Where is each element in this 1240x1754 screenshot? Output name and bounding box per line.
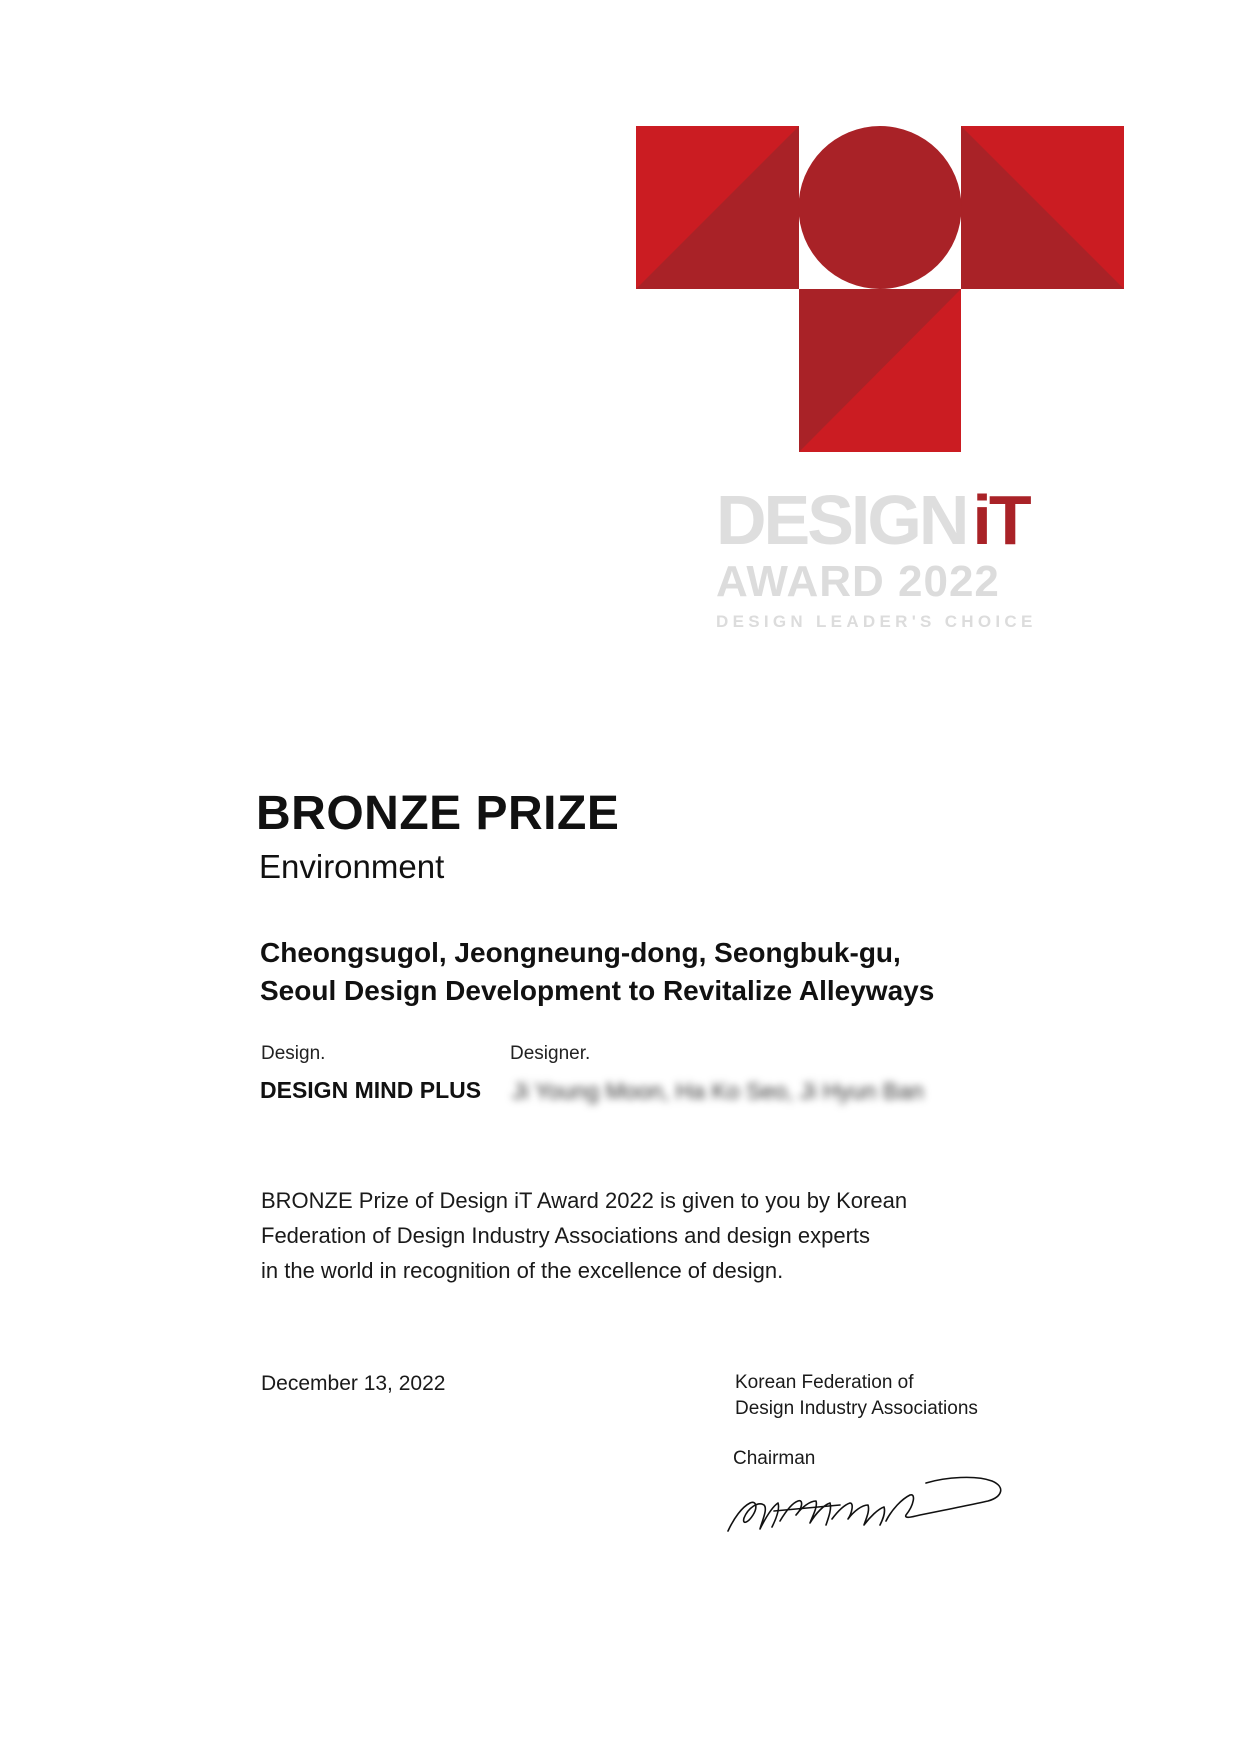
award-date: December 13, 2022: [261, 1372, 446, 1395]
signature-icon: [720, 1463, 1010, 1538]
organization-line: Design Industry Associations: [735, 1398, 978, 1419]
project-title-line: Seoul Design Development to Revitalize Alleyways: [260, 975, 935, 1006]
wordmark-design: DESIGN: [716, 481, 967, 559]
award-statement: [261, 1183, 1021, 1288]
project-title-line: Cheongsugol, Jeongneung-dong, Seongbuk-gu,: [260, 937, 901, 968]
design-label: Design.: [261, 1043, 326, 1064]
wordmark-award-year: AWARD 2022: [716, 557, 1000, 606]
wordmark-tagline: DESIGN LEADER'S CHOICE: [716, 612, 1037, 631]
design-value: DESIGN MIND PLUS: [260, 1077, 482, 1103]
statement-line: Federation of Design Industry Associations and design experts: [261, 1223, 871, 1248]
signatory-title: Chairman: [733, 1448, 816, 1469]
organization-line: Korean Federation of: [735, 1372, 914, 1393]
statement-line: in the world in recognition of the excellence of design.: [261, 1258, 784, 1283]
logo-circle: [799, 126, 962, 289]
project-title: [260, 934, 1020, 1010]
designer-label: Designer.: [510, 1043, 591, 1064]
issuing-organization: [735, 1370, 978, 1422]
award-wordmark: [716, 481, 1076, 631]
wordmark-it: iT: [972, 481, 1029, 559]
wordmark-title: [716, 481, 1029, 559]
award-logo-icon: [636, 126, 1124, 452]
prize-title: BRONZE PRIZE: [256, 787, 620, 840]
designer-value: Ji Young Moon, Ha Ko Seo, Ji Hyun Ban: [512, 1078, 924, 1104]
statement-line: BRONZE Prize of Design iT Award 2022 is given to you by Korean: [261, 1188, 908, 1213]
prize-category: Environment: [259, 848, 445, 885]
